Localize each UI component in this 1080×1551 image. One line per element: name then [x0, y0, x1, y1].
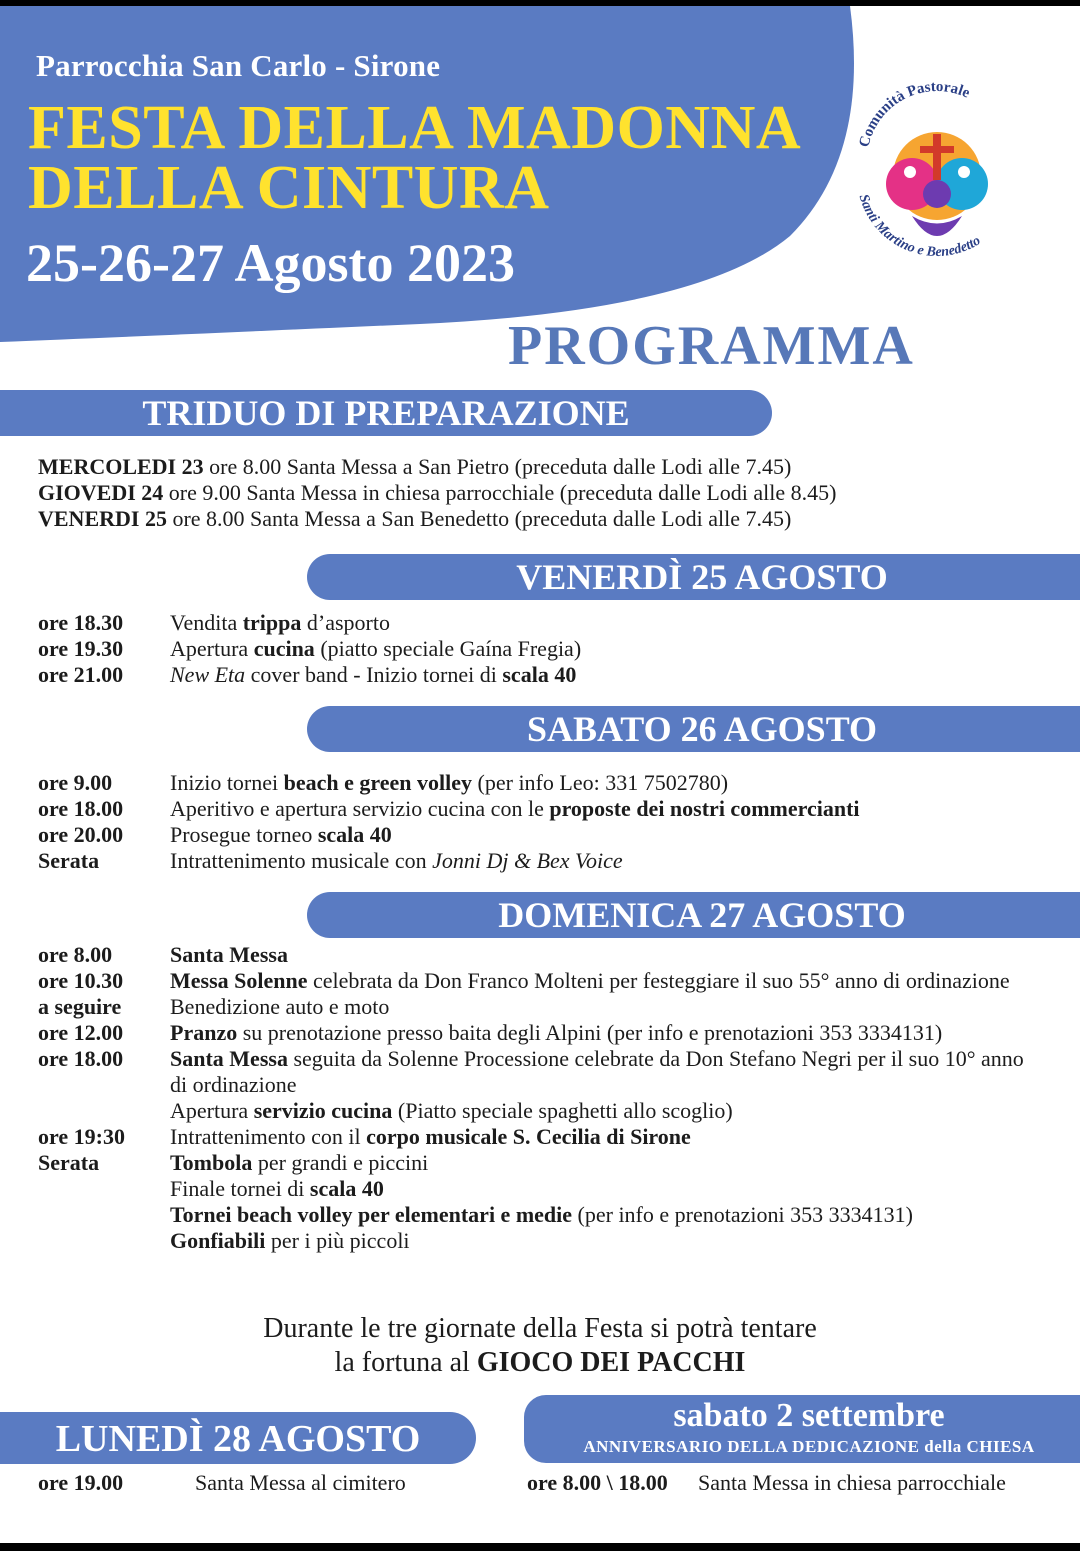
closing-line-2 — [0, 1346, 1080, 1380]
schedule-row — [38, 662, 1030, 688]
schedule-highlight: Santa Messa — [170, 942, 288, 967]
event-dates: 25-26-27 Agosto 2023 — [26, 233, 515, 293]
settembre-heading-box — [524, 1395, 1080, 1463]
schedule-row — [38, 1150, 1030, 1176]
schedule-text: (Piatto speciale spaghetti allo scoglio) — [392, 1098, 733, 1123]
schedule-text: celebrata da Don Franco Molteni per festeggiare il suo 55° anno di ordinazione — [307, 968, 1010, 993]
settembre-subheading: ANNIVERSARIO DELLA DEDICAZIONE della CHIESA — [583, 1437, 1035, 1456]
schedule-description — [170, 848, 1030, 874]
schedule-description — [170, 662, 1030, 688]
sabato-schedule — [38, 770, 1030, 874]
schedule-time: a seguire — [38, 994, 122, 1019]
schedule-description — [170, 968, 1030, 994]
triduo-day: GIOVEDI 24 — [38, 480, 164, 505]
schedule-highlight: Gonfiabili — [170, 1228, 266, 1253]
closing-line-2-text: la fortuna al — [334, 1347, 477, 1378]
triduo-text: ore 8.00 Santa Messa a San Benedetto (preceduta dalle Lodi alle 7.45) — [166, 506, 792, 531]
event-title — [28, 94, 802, 222]
schedule-text: Vendita — [170, 610, 243, 635]
schedule-time: ore 20.00 — [38, 822, 124, 847]
schedule-description — [170, 1020, 1030, 1046]
schedule-time: ore 21.00 — [38, 662, 124, 687]
schedule-time — [38, 1176, 170, 1202]
schedule-highlight: scala 40 — [309, 1176, 384, 1201]
venerdi-schedule — [38, 610, 1030, 688]
venerdi-heading: VENERDÌ 25 AGOSTO — [307, 554, 1080, 600]
schedule-text: Prosegue torneo — [170, 822, 318, 847]
schedule-text: Inizio tornei — [170, 770, 284, 795]
triduo-text: ore 9.00 Santa Messa in chiesa parrocchiale (preceduta dalle Lodi alle 8.45) — [163, 480, 837, 505]
schedule-row — [38, 1020, 1030, 1046]
schedule-description — [170, 1046, 1030, 1098]
closing-line-1: Durante le tre giornate della Festa si potrà tentare — [263, 1313, 817, 1344]
schedule-text: su prenotazione presso baita degli Alpini (per info e prenotazioni 353 3334131) — [237, 1020, 943, 1045]
schedule-highlight: trippa — [242, 610, 302, 635]
schedule-row — [38, 994, 1030, 1020]
schedule-time: ore 18.30 — [38, 610, 124, 635]
schedule-highlight: beach e green volley — [283, 770, 473, 795]
schedule-row — [38, 1046, 1030, 1098]
schedule-row — [38, 610, 1030, 636]
schedule-text: Finale tornei di — [170, 1176, 310, 1201]
schedule-time — [38, 1228, 170, 1254]
triduo-heading: TRIDUO DI PREPARAZIONE — [0, 390, 772, 436]
poster — [0, 6, 1080, 1543]
title-line-1: FESTA DELLA MADONNA — [28, 94, 802, 162]
schedule-row — [38, 822, 1030, 848]
schedule-row — [38, 968, 1030, 994]
schedule-text: (per info e prenotazioni 353 3334131) — [572, 1202, 913, 1227]
schedule-text: Apertura — [170, 1098, 254, 1123]
schedule-text: Intrattenimento con il — [170, 1124, 367, 1149]
schedule-description — [170, 770, 1030, 796]
community-logo — [842, 66, 1032, 276]
schedule-text: cover band - Inizio tornei di — [245, 662, 503, 687]
schedule-row — [38, 1176, 1030, 1202]
schedule-highlight: scala 40 — [317, 822, 392, 847]
triduo-line — [38, 480, 836, 506]
schedule-highlight: Tornei beach volley per elementari e medie — [170, 1202, 573, 1227]
schedule-row — [38, 636, 1030, 662]
lunedi-text: Santa Messa al cimitero — [195, 1470, 406, 1495]
gioco-dei-pacchi: GIOCO DEI PACCHI — [476, 1347, 746, 1378]
schedule-time — [38, 1202, 170, 1228]
triduo-day: MERCOLEDI 23 — [38, 454, 204, 479]
schedule-time: ore 19.30 — [38, 636, 124, 661]
schedule-description — [170, 1098, 1030, 1124]
schedule-highlight: Pranzo — [170, 1020, 238, 1045]
schedule-description — [170, 822, 1030, 848]
logo-text-top: Comunità Pastorale — [856, 78, 973, 149]
schedule-description — [170, 1124, 1030, 1150]
logo-text-bottom: Santi Martino e Benedetto — [855, 192, 984, 261]
schedule-row — [38, 796, 1030, 822]
schedule-highlight: proposte dei nostri commercianti — [549, 796, 860, 821]
schedule-time: ore 12.00 — [38, 1020, 124, 1045]
schedule-description — [170, 636, 1030, 662]
schedule-text: per grandi e piccini — [252, 1150, 429, 1175]
schedule-description — [170, 942, 1030, 968]
schedule-time: ore 9.00 — [38, 770, 113, 795]
schedule-time — [38, 1098, 170, 1124]
schedule-row — [38, 770, 1030, 796]
schedule-text: Apertura — [170, 636, 254, 661]
settembre-time: ore 8.00 \ 18.00 — [527, 1470, 668, 1495]
title-line-2: DELLA CINTURA — [28, 154, 550, 222]
schedule-highlight: servizio cucina — [253, 1098, 393, 1123]
schedule-text: d’asporto — [301, 610, 390, 635]
schedule-highlight: cucina — [253, 636, 315, 661]
schedule-row — [38, 1202, 1030, 1228]
schedule-time: Serata — [38, 848, 100, 873]
triduo-list — [38, 454, 836, 532]
schedule-text: Benedizione auto e moto — [170, 994, 390, 1019]
schedule-row — [38, 942, 1030, 968]
sabato-heading: SABATO 26 AGOSTO — [307, 706, 1080, 752]
schedule-time: ore 19:30 — [38, 1124, 125, 1149]
schedule-description — [170, 994, 1030, 1020]
schedule-highlight: corpo musicale S. Cecilia di Sirone — [366, 1124, 691, 1149]
triduo-text: ore 8.00 Santa Messa a San Pietro (preceduta dalle Lodi alle 7.45) — [203, 454, 792, 479]
triduo-line — [38, 454, 836, 480]
schedule-row — [38, 1228, 1030, 1254]
schedule-highlight: Messa Solenne — [170, 968, 308, 993]
schedule-text: (piatto speciale Gaína Fregia) — [314, 636, 582, 661]
schedule-description — [170, 610, 1030, 636]
schedule-highlight: Santa Messa — [170, 1046, 288, 1071]
settembre-text: Santa Messa in chiesa parrocchiale — [698, 1470, 1006, 1495]
schedule-row — [38, 848, 1030, 874]
triduo-day: VENERDI 25 — [38, 506, 167, 531]
schedule-description — [170, 1150, 1030, 1176]
schedule-text: Aperitivo e apertura servizio cucina con le — [170, 796, 550, 821]
schedule-time: ore 10.30 — [38, 968, 124, 993]
lunedi-time: ore 19.00 — [38, 1470, 124, 1495]
lunedi-heading: LUNEDÌ 28 AGOSTO — [0, 1412, 476, 1464]
schedule-text: (per info Leo: 331 7502780) — [472, 770, 729, 795]
closing-note — [0, 1312, 1080, 1380]
schedule-description — [170, 796, 1030, 822]
schedule-text: per i più piccoli — [265, 1228, 410, 1253]
performer-name: Jonni Dj & Bex Voice — [432, 848, 623, 873]
schedule-row — [38, 1098, 1030, 1124]
band-name: New Eta — [170, 662, 246, 687]
schedule-description — [170, 1176, 1030, 1202]
domenica-schedule — [38, 942, 1030, 1254]
triduo-line — [38, 506, 836, 532]
schedule-highlight: scala 40 — [502, 662, 577, 687]
parish-name: Parrocchia San Carlo - Sirone — [36, 48, 441, 83]
schedule-text: Intrattenimento musicale con — [170, 848, 433, 873]
domenica-heading: DOMENICA 27 AGOSTO — [307, 892, 1080, 938]
schedule-highlight: Tombola — [170, 1150, 253, 1175]
schedule-time: Serata — [38, 1150, 100, 1175]
schedule-time: ore 18.00 — [38, 796, 124, 821]
schedule-description — [170, 1228, 1030, 1254]
schedule-time: ore 8.00 — [38, 942, 113, 967]
schedule-text: seguita da Solenne Processione celebrate da Don Stefano Negri per il suo 10° anno di ordinazione — [170, 1046, 1024, 1097]
schedule-time: ore 18.00 — [38, 1046, 124, 1071]
programma-heading: PROGRAMMA — [508, 315, 915, 377]
schedule-row — [38, 1124, 1030, 1150]
settembre-heading: sabato 2 settembre — [673, 1397, 945, 1434]
schedule-description — [170, 1202, 1030, 1228]
